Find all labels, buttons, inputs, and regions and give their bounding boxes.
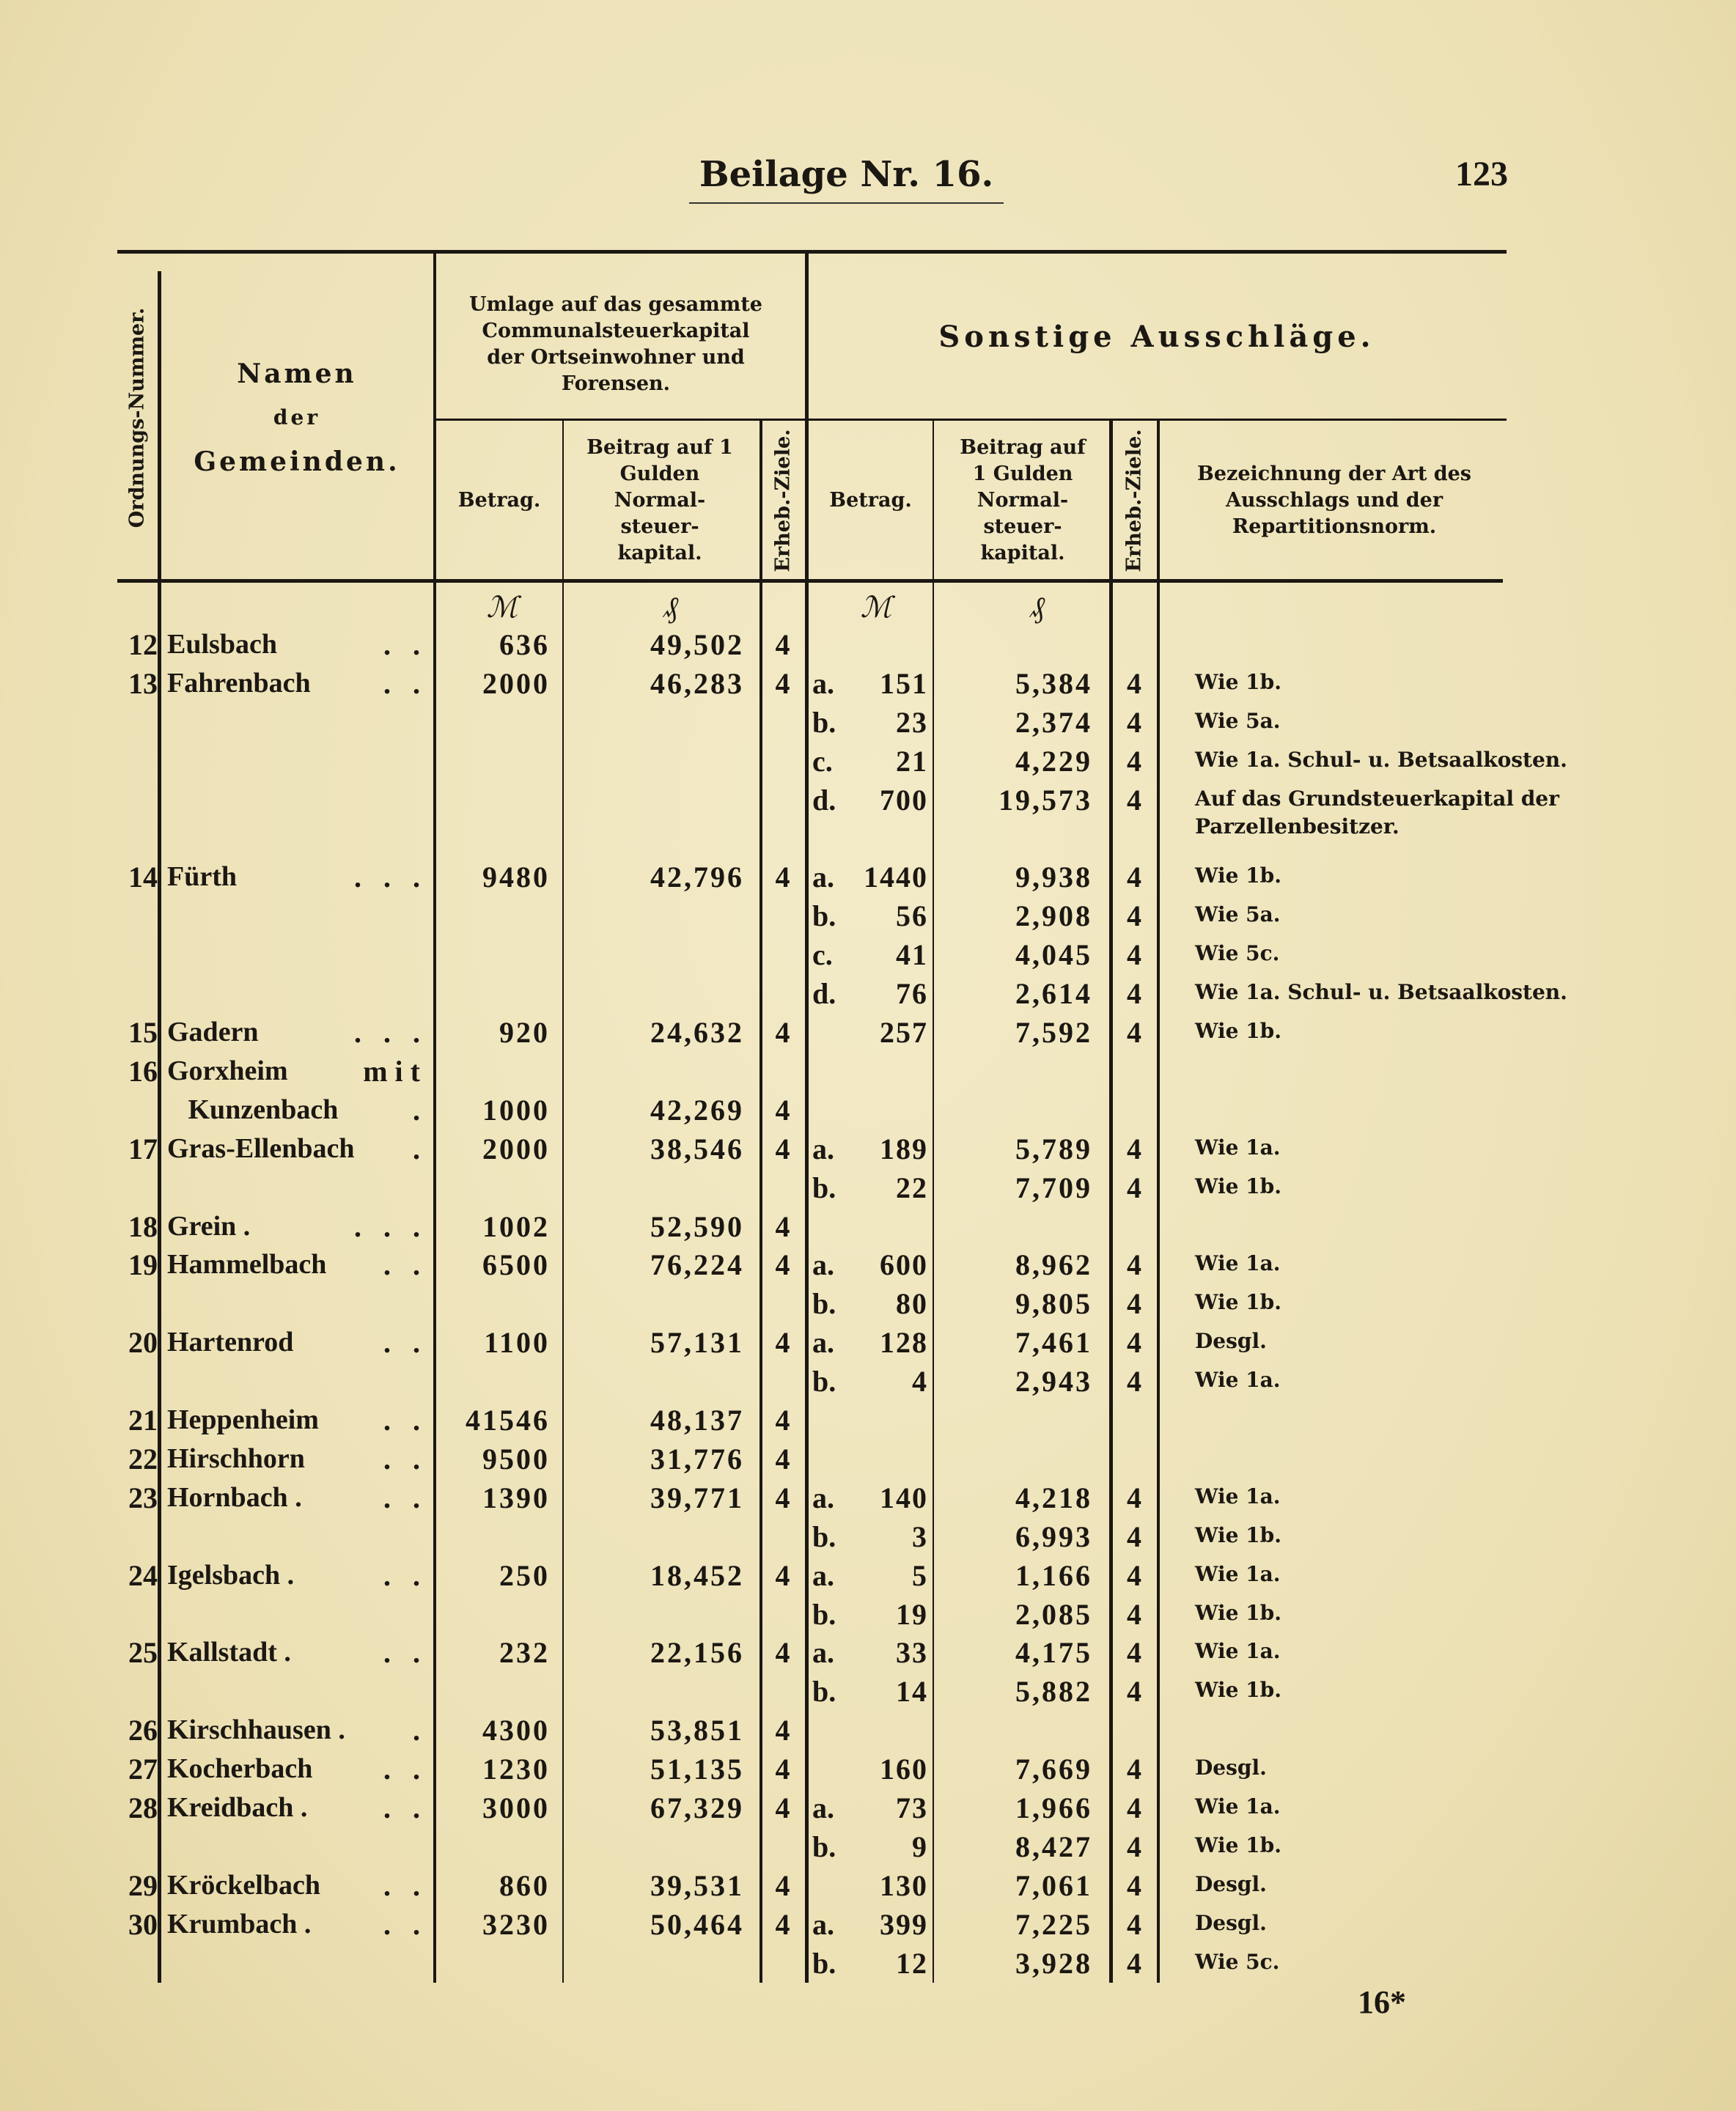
row-cell-ziel: 4 (775, 1753, 790, 1786)
row-cell-sb: 14 (896, 1675, 928, 1709)
row-cell-sz: 4 (1127, 861, 1141, 894)
row-cell-dots: . . (383, 1326, 427, 1360)
row-cell-no: 13 (128, 666, 158, 700)
row-cell-name: Hirschhorn (167, 1443, 305, 1474)
row-cell-beitrag: 51,135 (650, 1753, 744, 1786)
row-cell-bez: Wie 1b. (1195, 863, 1281, 888)
row-cell-dots: . . (383, 1791, 427, 1824)
row-cell-ziel: 4 (775, 1868, 790, 1902)
row-cell-sb: 80 (896, 1287, 928, 1321)
row-cell-ziel: 4 (775, 1326, 790, 1360)
row-cell-dots: . (413, 1093, 427, 1127)
row-cell-sb: 33 (896, 1636, 928, 1670)
row-cell-betrag: 636 (499, 628, 550, 661)
row-cell-bez: Wie 5a. (1195, 902, 1281, 927)
row-cell-bez: Wie 1b. (1195, 1174, 1281, 1198)
row-cell-name: Gorxheim (167, 1055, 288, 1086)
row-cell-sl: a. (812, 1907, 834, 1941)
header-sonst-erheb-ziele (1113, 421, 1157, 579)
row-cell-bez: Wie 1a. (1195, 1135, 1281, 1160)
row-cell-no: 23 (128, 1481, 158, 1514)
row-cell-no: 21 (128, 1404, 158, 1437)
row-cell-sbeitrag: 2,085 (1015, 1597, 1092, 1631)
row-cell-betrag: 1100 (484, 1326, 550, 1360)
row-cell-bez: Wie 1b. (1195, 1522, 1281, 1547)
row-cell-sbeitrag: 4,175 (1015, 1636, 1092, 1670)
row-cell-sbeitrag: 7,225 (1015, 1907, 1092, 1941)
row-cell-beitrag: 42,269 (650, 1093, 744, 1127)
row-cell-ziel: 4 (775, 1248, 790, 1282)
row-cell-sl: b. (812, 705, 836, 739)
header-der-label: der (273, 405, 321, 430)
row-cell-sb: 257 (880, 1016, 928, 1049)
row-cell-sb: 160 (880, 1753, 928, 1786)
row-cell-sl: b. (812, 1365, 836, 1399)
header-sonst-erheb-label: Erheb.-Ziele. (1123, 428, 1147, 572)
row-cell-beitrag: 46,283 (650, 666, 744, 700)
row-cell-bez: Wie 5c. (1195, 1949, 1280, 1974)
row-cell-sl: a. (812, 1132, 834, 1165)
row-cell-name: Igelsbach . (167, 1559, 295, 1591)
row-cell-name: Hornbach . (167, 1481, 302, 1513)
row-cell-ziel: 4 (775, 1907, 790, 1941)
row-cell-bez: Wie 1b. (1195, 669, 1281, 694)
row-cell-sl: d. (812, 977, 836, 1011)
row-cell-sl: b. (812, 1830, 836, 1863)
row-cell-sz: 4 (1127, 1287, 1141, 1321)
row-cell-no: 27 (128, 1753, 158, 1786)
row-cell-dots: . . (383, 1481, 427, 1514)
row-cell-beitrag: 22,156 (650, 1636, 744, 1670)
row-cell-sz: 4 (1127, 1365, 1141, 1399)
row-cell-sl: b. (812, 899, 836, 933)
row-cell-sz: 4 (1127, 783, 1141, 817)
row-cell-sb: 76 (896, 977, 928, 1011)
row-cell-sb: 19 (896, 1597, 928, 1631)
row-cell-dots: . . (383, 666, 427, 700)
row-cell-sb: 3 (912, 1519, 928, 1553)
row-cell-name: Kirschhausen . (167, 1714, 345, 1746)
row-cell-betrag: 3000 (482, 1791, 550, 1824)
row-cell-sz: 4 (1127, 1597, 1141, 1631)
row-cell-name: Kreidbach . (167, 1792, 308, 1823)
row-cell-ziel: 4 (775, 1442, 790, 1476)
row-cell-beitrag: 18,452 (650, 1558, 744, 1592)
row-cell-betrag: 3230 (482, 1907, 550, 1941)
row-cell-sz: 4 (1127, 1791, 1141, 1824)
row-cell-ziel: 4 (775, 1404, 790, 1437)
row-cell-no: 18 (128, 1209, 158, 1243)
header-bezeichnung: Bezeichnung der Art des Ausschlags und der Repartitionsnorm. (1197, 462, 1471, 538)
row-cell-sl: b. (812, 1287, 836, 1321)
row-cell-beitrag: 24,632 (650, 1016, 744, 1049)
unit-mark: ℳ (860, 591, 892, 624)
header-ordnungs-nummer (117, 257, 158, 579)
row-cell-sb: 189 (880, 1132, 928, 1165)
row-cell-name: Eulsbach (167, 629, 277, 660)
row-cell-sz: 4 (1127, 1675, 1141, 1709)
row-cell-no: 16 (128, 1054, 158, 1088)
row-cell-beitrag: 67,329 (650, 1791, 744, 1824)
row-cell-dots: . . . (354, 1209, 427, 1243)
row-cell-sl: a. (812, 1481, 834, 1514)
header-beitrag: Beitrag auf 1 Gulden Normal-steuer-kapital. (586, 435, 733, 564)
row-cell-sb: 600 (880, 1248, 928, 1282)
row-cell-sb: 12 (896, 1946, 928, 1980)
row-cell-name: Hammelbach (167, 1249, 327, 1281)
row-cell-sbeitrag: 7,669 (1015, 1753, 1092, 1786)
row-cell-dots: . . (383, 1636, 427, 1670)
row-cell-name: Fürth (167, 861, 237, 893)
row-cell-name: Kocherbach (167, 1753, 313, 1785)
row-cell-ziel: 4 (775, 1481, 790, 1514)
row-cell-bez: Desgl. (1195, 1871, 1267, 1896)
row-cell-sbeitrag: 2,943 (1015, 1365, 1092, 1399)
row-cell-name: Kallstadt . (167, 1637, 291, 1668)
row-cell-sl: b. (812, 1597, 836, 1631)
row-cell-name: Kunzenbach (167, 1094, 339, 1125)
row-cell-sb: 23 (896, 705, 928, 739)
row-cell-betrag: 860 (499, 1868, 550, 1902)
row-cell-dots: . . . (354, 861, 427, 894)
row-cell-sbeitrag: 2,908 (1015, 899, 1092, 933)
row-cell-sbeitrag: 2,614 (1015, 977, 1092, 1011)
row-cell-sbeitrag: 19,573 (998, 783, 1092, 817)
row-cell-no: 26 (128, 1714, 158, 1747)
row-cell-dots: . . (383, 1404, 427, 1437)
row-cell-dots: . (413, 1132, 427, 1165)
name-cell-row (167, 1788, 427, 1827)
header-umlage: Umlage auf das gesammte Communalsteuerkapital der Ortseinwohner und Forensen. (469, 293, 762, 395)
row-cell-bez: Wie 5c. (1195, 941, 1280, 966)
header-erheb-label: Erheb.-Ziele. (772, 428, 795, 572)
name-cell-row (167, 1711, 427, 1750)
signature-mark: 16* (1358, 1984, 1406, 2020)
row-cell-dots: . . (383, 1442, 427, 1476)
row-cell-sz: 4 (1127, 977, 1141, 1011)
row-cell-bez: Auf das Grundsteuerkapital der Parzellenbesitzer. (1195, 786, 1559, 839)
row-cell-sbeitrag: 7,061 (1015, 1868, 1092, 1902)
row-cell-sbeitrag: 4,229 (1015, 744, 1092, 778)
name-cell-row (167, 1478, 427, 1517)
row-cell-dots: . . . (354, 1016, 427, 1049)
name-cell-row (167, 1052, 427, 1091)
row-cell-bez: Wie 1b. (1195, 1600, 1281, 1625)
row-cell-dots: . . (383, 1868, 427, 1902)
row-cell-beitrag: 49,502 (650, 628, 744, 661)
name-cell-row (167, 1440, 427, 1478)
row-cell-beitrag: 52,590 (650, 1209, 744, 1243)
row-cell-betrag: 2000 (482, 1132, 550, 1165)
row-cell-bez: Wie 1a. Schul- u. Betsaalkosten. (1195, 747, 1567, 772)
row-cell-bez: Desgl. (1195, 1756, 1267, 1780)
col-divider (933, 420, 934, 1983)
row-cell-no: 24 (128, 1558, 158, 1592)
row-cell-sl: b. (812, 1171, 836, 1204)
row-cell-sb: 151 (880, 666, 928, 700)
row-cell-sl: a. (812, 1791, 834, 1824)
row-cell-bez: Wie 1b. (1195, 1019, 1281, 1043)
row-cell-sz: 4 (1127, 1830, 1141, 1863)
header-sonst-beitrag: Beitrag auf 1 Gulden Normal-steuer-kapital. (960, 435, 1086, 564)
row-cell-beitrag: 50,464 (650, 1907, 744, 1941)
row-cell-bez: Wie 1b. (1195, 1290, 1281, 1315)
row-cell-betrag: 920 (499, 1016, 550, 1049)
row-cell-sl: c. (812, 744, 833, 778)
row-cell-sbeitrag: 6,993 (1015, 1519, 1092, 1553)
row-cell-name: Kröckelbach (167, 1869, 320, 1901)
row-cell-sz: 4 (1127, 705, 1141, 739)
row-cell-ziel: 4 (775, 1016, 790, 1049)
row-cell-beitrag: 39,531 (650, 1868, 744, 1902)
row-cell-bez: Wie 1a. Schul- u. Betsaalkosten. (1195, 980, 1567, 1005)
row-cell-sz: 4 (1127, 1753, 1141, 1786)
row-cell-no: 30 (128, 1907, 158, 1941)
row-cell-sz: 4 (1127, 1519, 1141, 1553)
header-sonstige: Sonstige Ausschläge. (938, 320, 1375, 354)
row-cell-sbeitrag: 3,928 (1015, 1946, 1092, 1980)
header-namen-label: Namen (237, 358, 357, 389)
row-cell-beitrag: 76,224 (650, 1248, 744, 1282)
row-cell-sz: 4 (1127, 899, 1141, 933)
row-cell-sb: 9 (912, 1830, 928, 1863)
unit-pfennig: ₰ (1030, 591, 1045, 624)
row-cell-name: Grein . (167, 1210, 251, 1242)
name-cell-row (167, 625, 427, 664)
unit-pfennig: ₰ (663, 591, 678, 624)
row-cell-sz: 4 (1127, 1132, 1141, 1165)
row-cell-sbeitrag: 2,374 (1015, 705, 1092, 739)
row-cell-no: 17 (128, 1132, 158, 1165)
row-cell-betrag: 9480 (482, 861, 550, 894)
row-cell-sb: 21 (896, 744, 928, 778)
row-cell-beitrag: 42,796 (650, 861, 744, 894)
header-sonst-betrag: Betrag. (829, 488, 912, 512)
name-cell-row (167, 1750, 427, 1788)
row-cell-sb: 700 (880, 783, 928, 817)
header-gemeinden-label: Gemeinden. (194, 446, 400, 477)
row-cell-betrag: 6500 (482, 1248, 550, 1282)
name-cell-row (167, 1905, 427, 1944)
row-cell-dots: . . (383, 1248, 427, 1282)
row-cell-sbeitrag: 5,789 (1015, 1132, 1092, 1165)
page-title: Beilage Nr. 16. (689, 154, 1004, 204)
row-cell-ziel: 4 (775, 1132, 790, 1165)
row-cell-bez: Wie 1a. (1195, 1484, 1281, 1508)
row-cell-no: 22 (128, 1442, 158, 1476)
row-cell-sz: 4 (1127, 1171, 1141, 1204)
row-cell-sb: 1440 (864, 861, 928, 894)
row-cell-sbeitrag: 7,461 (1015, 1326, 1092, 1360)
row-cell-sl: d. (812, 783, 836, 817)
row-cell-sbeitrag: 4,218 (1015, 1481, 1092, 1514)
row-cell-bez: Wie 1b. (1195, 1678, 1281, 1703)
row-cell-no: 25 (128, 1636, 158, 1670)
row-cell-sl: a. (812, 1326, 834, 1360)
row-cell-sz: 4 (1127, 938, 1141, 972)
row-cell-sbeitrag: 7,709 (1015, 1171, 1092, 1204)
row-cell-bez: Wie 1b. (1195, 1832, 1281, 1857)
row-cell-ziel: 4 (775, 1558, 790, 1592)
row-cell-betrag: 9500 (482, 1442, 550, 1476)
col-divider (562, 420, 564, 1983)
name-cell-row (167, 664, 427, 703)
row-cell-sbeitrag: 5,882 (1015, 1675, 1092, 1709)
row-cell-ziel: 4 (775, 1791, 790, 1824)
row-cell-bez: Wie 1a. (1195, 1794, 1281, 1819)
row-cell-sl: b. (812, 1946, 836, 1980)
row-cell-bez: Wie 1a. (1195, 1639, 1281, 1664)
row-cell-sz: 4 (1127, 744, 1141, 778)
name-cell-row (167, 1245, 427, 1284)
name-cell-row (167, 1633, 427, 1672)
row-cell-sb: 5 (912, 1558, 928, 1592)
row-cell-no: 15 (128, 1016, 158, 1049)
row-cell-ziel: 4 (775, 1093, 790, 1127)
row-cell-sl: a. (812, 1558, 834, 1592)
row-cell-sbeitrag: 1,966 (1015, 1791, 1092, 1824)
row-cell-sz: 4 (1127, 1016, 1141, 1049)
row-cell-name: Fahrenbach (167, 667, 311, 699)
row-cell-bez: Desgl. (1195, 1910, 1267, 1935)
name-cell-row (167, 1091, 427, 1130)
row-cell-no: 12 (128, 628, 158, 661)
header-erheb-ziele (762, 421, 805, 579)
row-cell-sb: 73 (896, 1791, 928, 1824)
col-divider (1157, 420, 1160, 1983)
row-cell-beitrag: 57,131 (650, 1326, 744, 1360)
row-cell-name: Gadern (167, 1017, 259, 1047)
row-cell-betrag: 250 (499, 1558, 550, 1592)
row-cell-dots: mit (363, 1054, 427, 1088)
row-cell-betrag: 232 (499, 1636, 550, 1670)
name-cell-row (167, 1207, 427, 1246)
row-cell-beitrag: 53,851 (650, 1714, 744, 1747)
row-cell-sz: 4 (1127, 1558, 1141, 1592)
row-cell-bez: Desgl. (1195, 1329, 1267, 1354)
row-cell-beitrag: 48,137 (650, 1404, 744, 1437)
row-cell-betrag: 1390 (482, 1481, 550, 1514)
row-cell-name: Heppenheim (167, 1404, 319, 1435)
row-cell-name: Gras-Ellenbach (167, 1132, 355, 1164)
row-cell-sbeitrag: 9,805 (1015, 1287, 1092, 1321)
row-cell-sbeitrag: 4,045 (1015, 938, 1092, 972)
row-cell-sz: 4 (1127, 666, 1141, 700)
row-cell-betrag: 41546 (466, 1404, 550, 1437)
name-cell-row (167, 1401, 427, 1440)
table-top-rule (117, 250, 1507, 254)
header-betrag: Betrag. (457, 488, 541, 512)
row-cell-sb: 140 (880, 1481, 928, 1514)
row-cell-sz: 4 (1127, 1907, 1141, 1941)
row-cell-sb: 22 (896, 1171, 928, 1204)
row-cell-sbeitrag: 9,938 (1015, 861, 1092, 894)
row-cell-sz: 4 (1127, 1868, 1141, 1902)
row-cell-sl: a. (812, 666, 834, 700)
row-cell-sl: a. (812, 1636, 834, 1670)
row-cell-sbeitrag: 8,962 (1015, 1248, 1092, 1282)
row-cell-beitrag: 38,546 (650, 1132, 744, 1165)
row-cell-sbeitrag: 8,427 (1015, 1830, 1092, 1863)
row-cell-betrag: 4300 (482, 1714, 550, 1747)
row-cell-betrag: 1230 (482, 1753, 550, 1786)
row-cell-sl: c. (812, 938, 833, 972)
name-cell-row (167, 1323, 427, 1362)
row-cell-betrag: 1000 (482, 1093, 550, 1127)
row-cell-name: Krumbach . (167, 1908, 312, 1939)
row-cell-no: 20 (128, 1326, 158, 1360)
row-cell-no: 29 (128, 1868, 158, 1902)
row-cell-ziel: 4 (775, 1636, 790, 1670)
row-cell-sz: 4 (1127, 1946, 1141, 1980)
row-cell-sl: b. (812, 1675, 836, 1709)
row-cell-sbeitrag: 1,166 (1015, 1558, 1092, 1592)
row-cell-bez: Wie 5a. (1195, 708, 1281, 733)
page-number: 123 (1455, 155, 1508, 194)
row-cell-sz: 4 (1127, 1248, 1141, 1282)
row-cell-betrag: 1002 (482, 1209, 550, 1243)
row-cell-ziel: 4 (775, 1209, 790, 1243)
row-cell-ziel: 4 (775, 1714, 790, 1747)
row-cell-no: 28 (128, 1791, 158, 1824)
header-ordnungs-nummer-label: Ordnungs-Nummer. (125, 307, 149, 528)
unit-mark: ℳ (486, 591, 518, 624)
header-bottom-rule (117, 579, 1503, 583)
row-cell-sbeitrag: 5,384 (1015, 666, 1092, 700)
row-cell-dots: . . (383, 1558, 427, 1592)
row-cell-ziel: 4 (775, 628, 790, 661)
name-cell-row (167, 858, 427, 896)
name-cell-row (167, 1866, 427, 1905)
name-cell-row (167, 1130, 427, 1168)
row-cell-beitrag: 39,771 (650, 1481, 744, 1514)
row-cell-sb: 4 (912, 1365, 928, 1399)
row-cell-no: 14 (128, 861, 158, 894)
row-cell-sl: a. (812, 861, 834, 894)
name-cell-row (167, 1013, 427, 1052)
row-cell-bez: Wie 1a. (1195, 1561, 1281, 1586)
row-cell-betrag: 2000 (482, 666, 550, 700)
row-cell-sz: 4 (1127, 1481, 1141, 1514)
row-cell-sl: a. (812, 1248, 834, 1282)
subheader-rule (435, 419, 1507, 421)
row-cell-dots: . . (383, 628, 427, 661)
row-cell-bez: Wie 1a. (1195, 1251, 1281, 1276)
row-cell-dots: . . (383, 1907, 427, 1941)
row-cell-sbeitrag: 7,592 (1015, 1016, 1092, 1049)
row-cell-dots: . . (383, 1753, 427, 1786)
row-cell-sb: 41 (896, 938, 928, 972)
row-cell-sl: b. (812, 1519, 836, 1553)
row-cell-sb: 130 (880, 1868, 928, 1902)
row-cell-dots: . (413, 1714, 427, 1747)
row-cell-sz: 4 (1127, 1636, 1141, 1670)
row-cell-name: Hartenrod (167, 1327, 294, 1358)
row-cell-sb: 56 (896, 899, 928, 933)
row-cell-no: 19 (128, 1248, 158, 1282)
row-cell-sz: 4 (1127, 1326, 1141, 1360)
row-cell-ziel: 4 (775, 666, 790, 700)
row-cell-sb: 399 (880, 1907, 928, 1941)
name-cell-row (167, 1556, 427, 1595)
row-cell-ziel: 4 (775, 861, 790, 894)
row-cell-bez: Wie 1a. (1195, 1368, 1281, 1393)
row-cell-beitrag: 31,776 (650, 1442, 744, 1476)
row-cell-sb: 128 (880, 1326, 928, 1360)
header-namen (161, 257, 433, 579)
